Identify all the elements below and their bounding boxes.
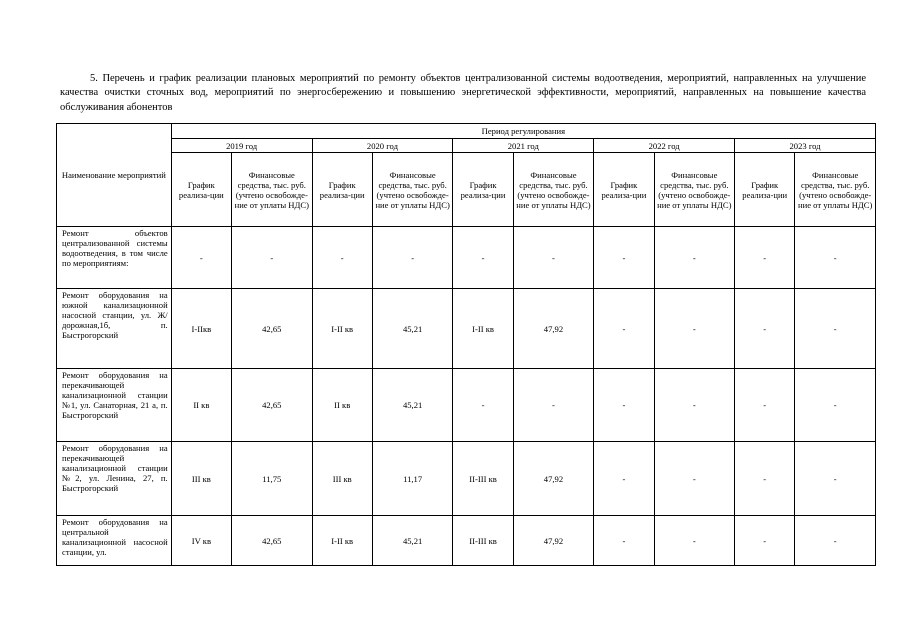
table-cell: 47,92 [513, 442, 593, 516]
finance-header: Финансовые средства, тыс. руб. (учтено освобожде-ние от уплаты НДС) [795, 153, 876, 227]
schedule-header: График реализа-ции [453, 153, 513, 227]
table-cell: - [654, 227, 734, 289]
table-cell: - [654, 289, 734, 369]
year-header: 2021 год [453, 139, 594, 153]
table-cell: I-II кв [453, 289, 513, 369]
table-row [57, 369, 876, 442]
table-cell: 11,17 [372, 442, 452, 516]
activity-name-text: Ремонт оборудования на центральной канализационной насосной станции, ул. [62, 517, 168, 557]
table-cell: II-III кв [453, 516, 513, 566]
section-heading [60, 72, 866, 116]
table-cell: - [795, 227, 876, 289]
year-header: 2023 год [735, 139, 876, 153]
year-header: 2020 год [312, 139, 453, 153]
table-cell: - [453, 369, 513, 442]
table-cell: - [735, 442, 795, 516]
schedule-header: График реализа-ции [594, 153, 654, 227]
table-cell: 47,92 [513, 516, 593, 566]
year-header: 2022 год [594, 139, 735, 153]
table-cell: - [735, 516, 795, 566]
table-cell: I-IIкв [171, 289, 231, 369]
finance-header: Финансовые средства, тыс. руб. (учтено освобожде-ние от уплаты НДС) [232, 153, 312, 227]
finance-header: Финансовые средства, тыс. руб. (учтено освобожде-ние от уплаты НДС) [372, 153, 452, 227]
name-header: Наименование мероприятий [57, 124, 172, 227]
activity-name: Ремонт оборудования на перекачивающей канализационной станции №1, ул. Санаторная, 21 а, п. Быстрогорский [57, 369, 172, 442]
table-cell: II кв [312, 369, 372, 442]
table-cell: III кв [312, 442, 372, 516]
activity-name: Ремонт объектов централизованной системы водоотведения, в том числе по мероприятиям: [57, 227, 172, 289]
table-row [57, 289, 876, 369]
table-cell: - [171, 227, 231, 289]
section-heading-text: 5. Перечень и график реализации плановых мероприятий по ремонту объектов централизованной системы водоотведения, мероприятий, направленных на улучшение качества очистки сточных вод, мероприятий по энергосбережению и повышению энергетической эффективности, мероприятий, направленных на повышение качества обслуживания абонентов [60, 72, 866, 113]
table-cell: III кв [171, 442, 231, 516]
table-cell: 42,65 [232, 289, 312, 369]
table-cell: I-II кв [312, 289, 372, 369]
table-cell: - [513, 227, 593, 289]
table-cell: II кв [171, 369, 231, 442]
table-cell: - [513, 369, 593, 442]
table-cell: - [594, 227, 654, 289]
table-cell: 45,21 [372, 516, 452, 566]
table-cell: II-III кв [453, 442, 513, 516]
table-cell: - [312, 227, 372, 289]
table-cell: I-II кв [312, 516, 372, 566]
finance-header: Финансовые средства, тыс. руб. (учтено освобожде-ние от уплаты НДС) [513, 153, 593, 227]
table-cell: - [594, 369, 654, 442]
table-cell: 47,92 [513, 289, 593, 369]
table-cell: 42,65 [232, 516, 312, 566]
table-cell: - [594, 442, 654, 516]
table-cell: - [453, 227, 513, 289]
table-cell: - [654, 442, 734, 516]
table-cell: - [594, 289, 654, 369]
table-cell: 11,75 [232, 442, 312, 516]
year-header: 2019 год [171, 139, 312, 153]
table-cell: - [654, 516, 734, 566]
table-cell: - [372, 227, 452, 289]
table-cell: IV кв [171, 516, 231, 566]
activity-name [57, 516, 172, 566]
table-cell: - [795, 369, 876, 442]
period-header: Период регулирования [171, 124, 875, 139]
table-cell: - [735, 227, 795, 289]
table-cell: 45,21 [372, 369, 452, 442]
activity-name: Ремонт оборудования на перекачивающей канализационной станции №2, ул. Ленина, 27, п. Быстрогорский [57, 442, 172, 516]
activity-name: Ремонт оборудования на южной канализационной насосной станции, ул. Ж/дорожная,1б, п. Быстрогорский [57, 289, 172, 369]
table-cell: - [735, 289, 795, 369]
table-cell: - [795, 442, 876, 516]
table-row [57, 227, 876, 289]
table-cell: 45,21 [372, 289, 452, 369]
table-cell: - [232, 227, 312, 289]
activities-table [56, 123, 876, 566]
schedule-header: График реализа-ции [171, 153, 231, 227]
table-cell: - [795, 516, 876, 566]
table-cell: - [594, 516, 654, 566]
table-cell: - [654, 369, 734, 442]
table-cell: - [735, 369, 795, 442]
table-row [57, 516, 876, 566]
table-cell: - [795, 289, 876, 369]
schedule-header: График реализа-ции [312, 153, 372, 227]
finance-header: Финансовые средства, тыс. руб. (учтено освобожде-ние от уплаты НДС) [654, 153, 734, 227]
schedule-header: График реализа-ции [735, 153, 795, 227]
table-row [57, 442, 876, 516]
table-cell: 42,65 [232, 369, 312, 442]
